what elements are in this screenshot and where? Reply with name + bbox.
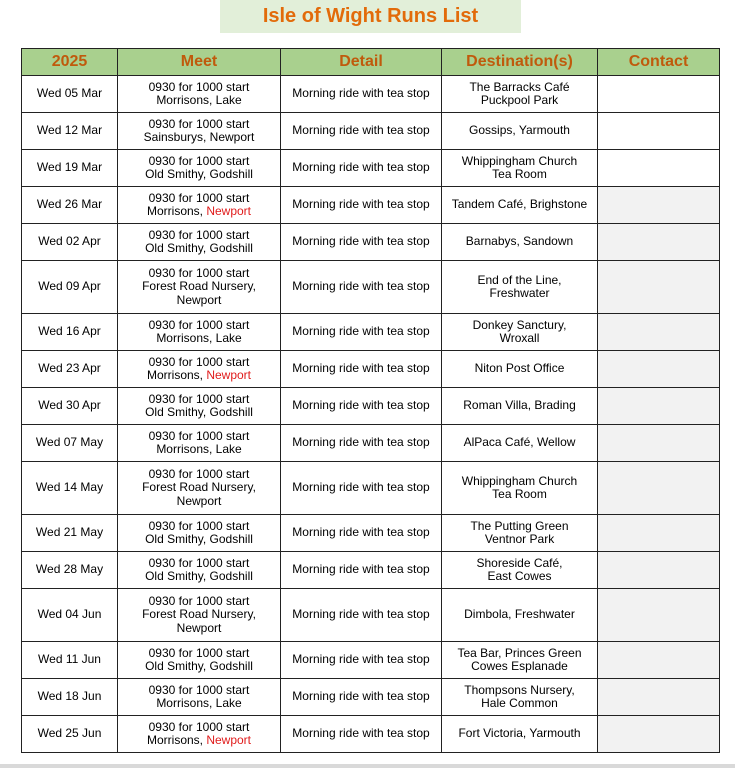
destination-line: AlPaca Café, Wellow — [463, 435, 576, 450]
meet-point — [118, 388, 281, 425]
destination-line: Freshwater — [489, 286, 550, 300]
meet-text: Forest Road Nursery, — [142, 607, 256, 622]
ride-detail: Morning ride with tea stop — [281, 716, 442, 753]
meet-line — [122, 393, 276, 407]
meet-point — [118, 113, 281, 150]
destination-line: Ventnor Park — [484, 532, 555, 546]
contact-cell — [598, 552, 720, 589]
title-banner — [220, 0, 521, 33]
meet-line — [122, 481, 276, 495]
ride-detail: Morning ride with tea stop — [281, 425, 442, 462]
contact-cell — [598, 150, 720, 187]
meet-line — [122, 94, 276, 108]
destination-line: Roman Villa, Brading — [463, 398, 576, 413]
destination — [442, 224, 598, 261]
meet-line — [122, 520, 276, 534]
header-detail: Detail — [281, 49, 442, 76]
meet-line — [122, 319, 276, 333]
table-row — [22, 150, 720, 187]
contact-cell — [598, 261, 720, 314]
meet-line — [122, 118, 276, 132]
run-date: Wed 21 May — [22, 515, 118, 552]
destination — [442, 113, 598, 150]
contact-cell — [598, 76, 720, 113]
meet-line — [122, 430, 276, 444]
meet-highlight: Newport — [206, 204, 252, 218]
run-date: Wed 30 Apr — [22, 388, 118, 425]
ride-detail: Morning ride with tea stop — [281, 589, 442, 642]
meet-point — [118, 642, 281, 679]
header-meet: Meet — [118, 49, 281, 76]
destination — [442, 351, 598, 388]
ride-detail: Morning ride with tea stop — [281, 150, 442, 187]
header-year: 2025 — [22, 49, 118, 76]
ride-detail: Morning ride with tea stop — [281, 113, 442, 150]
destination — [442, 150, 598, 187]
meet-line — [122, 622, 276, 636]
destination — [442, 187, 598, 224]
destination-line: Puckpool Park — [480, 93, 559, 107]
meet-line — [122, 267, 276, 281]
meet-line — [122, 229, 276, 243]
meet-line — [122, 294, 276, 308]
run-date: Wed 02 Apr — [22, 224, 118, 261]
ride-detail: Morning ride with tea stop — [281, 642, 442, 679]
meet-text: Morrisons, Lake — [156, 442, 242, 456]
destination-line: Dimbola, Freshwater — [464, 607, 575, 622]
destination-line: End of the Line, — [477, 272, 562, 287]
meet-text: Old Smithy, Godshill — [145, 405, 253, 419]
destination — [442, 642, 598, 679]
header-contact: Contact — [598, 49, 720, 76]
meet-text: 0930 for 1000 start — [148, 116, 250, 131]
destination — [442, 515, 598, 552]
contact-cell — [598, 187, 720, 224]
meet-line — [122, 468, 276, 482]
meet-text: Morrisons, Lake — [156, 93, 242, 107]
meet-line — [122, 684, 276, 698]
meet-text: Morrisons, Lake — [156, 696, 242, 710]
meet-line — [122, 595, 276, 609]
meet-point — [118, 552, 281, 589]
meet-text: Old Smithy, Godshill — [145, 532, 253, 546]
meet-text: 0930 for 1000 start — [148, 317, 250, 332]
destination-line: Whippingham Church — [461, 473, 578, 488]
ride-detail: Morning ride with tea stop — [281, 515, 442, 552]
ride-detail: Morning ride with tea stop — [281, 388, 442, 425]
run-date: Wed 16 Apr — [22, 314, 118, 351]
table-row — [22, 76, 720, 113]
ride-detail: Morning ride with tea stop — [281, 552, 442, 589]
run-date: Wed 19 Mar — [22, 150, 118, 187]
meet-text: 0930 for 1000 start — [148, 518, 250, 533]
meet-line — [122, 205, 276, 219]
meet-point — [118, 515, 281, 552]
meet-line — [122, 570, 276, 584]
table-row — [22, 462, 720, 515]
meet-line — [122, 242, 276, 256]
table-row — [22, 679, 720, 716]
run-date: Wed 18 Jun — [22, 679, 118, 716]
meet-line — [122, 332, 276, 346]
contact-cell — [598, 642, 720, 679]
destination-line: Tea Room — [492, 167, 547, 181]
meet-highlight: Newport — [206, 733, 252, 747]
contact-cell — [598, 515, 720, 552]
meet-text: Morrisons, — [146, 204, 207, 218]
meet-line — [122, 557, 276, 571]
meet-text: 0930 for 1000 start — [148, 354, 250, 369]
meet-text: Morrisons, Lake — [156, 331, 242, 345]
contact-cell — [598, 589, 720, 642]
meet-text: 0930 for 1000 start — [148, 227, 250, 242]
header-destination: Destination(s) — [442, 49, 598, 76]
meet-text: Forest Road Nursery, — [142, 279, 256, 294]
meet-line — [122, 647, 276, 661]
table-row — [22, 187, 720, 224]
meet-line — [122, 81, 276, 95]
destination-line: Gossips, Yarmouth — [469, 123, 570, 138]
run-date: Wed 25 Jun — [22, 716, 118, 753]
meet-text: 0930 for 1000 start — [148, 428, 250, 443]
destination-line: Niton Post Office — [474, 361, 565, 376]
destination — [442, 261, 598, 314]
meet-line — [122, 660, 276, 674]
ride-detail: Morning ride with tea stop — [281, 314, 442, 351]
ride-detail: Morning ride with tea stop — [281, 76, 442, 113]
meet-text: 0930 for 1000 start — [148, 466, 250, 481]
contact-cell — [598, 314, 720, 351]
meet-line — [122, 131, 276, 145]
contact-cell — [598, 716, 720, 753]
runs-body — [22, 76, 720, 753]
destination — [442, 76, 598, 113]
table-row — [22, 113, 720, 150]
meet-line — [122, 406, 276, 420]
meet-text: Newport — [176, 292, 222, 307]
run-date: Wed 04 Jun — [22, 589, 118, 642]
contact-cell — [598, 679, 720, 716]
meet-text: 0930 for 1000 start — [148, 265, 250, 280]
table-row — [22, 314, 720, 351]
destination — [442, 589, 598, 642]
destination-line: Hale Common — [481, 696, 558, 710]
run-date: Wed 07 May — [22, 425, 118, 462]
ride-detail: Morning ride with tea stop — [281, 351, 442, 388]
meet-point — [118, 716, 281, 753]
meet-line — [122, 155, 276, 169]
meet-text: Forest Road Nursery, — [142, 480, 256, 495]
ride-detail: Morning ride with tea stop — [281, 261, 442, 314]
table-row — [22, 224, 720, 261]
meet-line — [122, 734, 276, 748]
meet-line — [122, 495, 276, 509]
meet-point — [118, 314, 281, 351]
meet-text: 0930 for 1000 start — [148, 645, 250, 660]
destination-line: Whippingham Church — [461, 153, 578, 168]
meet-point — [118, 76, 281, 113]
run-date: Wed 05 Mar — [22, 76, 118, 113]
meet-point — [118, 150, 281, 187]
ride-detail: Morning ride with tea stop — [281, 224, 442, 261]
meet-line — [122, 369, 276, 383]
run-date: Wed 12 Mar — [22, 113, 118, 150]
meet-line — [122, 443, 276, 457]
meet-text: 0930 for 1000 start — [148, 153, 250, 168]
destination-line: Tea Bar, Princes Green — [457, 645, 582, 660]
contact-cell — [598, 462, 720, 515]
contact-cell — [598, 113, 720, 150]
table-row — [22, 552, 720, 589]
run-date: Wed 28 May — [22, 552, 118, 589]
meet-text: Old Smithy, Godshill — [145, 659, 253, 673]
meet-line — [122, 608, 276, 622]
meet-text: Old Smithy, Godshill — [145, 569, 253, 583]
destination — [442, 716, 598, 753]
table-row — [22, 642, 720, 679]
meet-point — [118, 224, 281, 261]
meet-point — [118, 589, 281, 642]
contact-cell — [598, 388, 720, 425]
meet-text: 0930 for 1000 start — [148, 79, 250, 94]
run-date: Wed 26 Mar — [22, 187, 118, 224]
destination-line: Fort Victoria, Yarmouth — [458, 726, 581, 741]
destination — [442, 462, 598, 515]
meet-point — [118, 462, 281, 515]
meet-line — [122, 356, 276, 370]
destination-line: Barnabys, Sandown — [465, 234, 574, 249]
table-row — [22, 515, 720, 552]
meet-text: 0930 for 1000 start — [148, 593, 250, 608]
meet-point — [118, 425, 281, 462]
meet-line — [122, 280, 276, 294]
header-row — [22, 49, 720, 76]
run-date: Wed 11 Jun — [22, 642, 118, 679]
contact-cell — [598, 425, 720, 462]
meet-text: Sainsburys, Newport — [143, 130, 255, 144]
destination — [442, 679, 598, 716]
meet-point — [118, 679, 281, 716]
meet-line — [122, 533, 276, 547]
meet-text: 0930 for 1000 start — [148, 682, 250, 697]
contact-cell — [598, 224, 720, 261]
runs-table — [21, 48, 720, 753]
destination-line: Donkey Sanctury, — [472, 317, 567, 332]
meet-text: Morrisons, — [146, 733, 207, 747]
table-row — [22, 351, 720, 388]
meet-text: 0930 for 1000 start — [148, 719, 250, 734]
meet-text: Morrisons, — [146, 368, 207, 382]
ride-detail: Morning ride with tea stop — [281, 679, 442, 716]
destination — [442, 314, 598, 351]
table-row — [22, 425, 720, 462]
destination-line: The Barracks Café — [469, 79, 570, 94]
meet-line — [122, 697, 276, 711]
meet-line — [122, 192, 276, 206]
meet-text: 0930 for 1000 start — [148, 391, 250, 406]
ride-detail: Morning ride with tea stop — [281, 187, 442, 224]
meet-text: Old Smithy, Godshill — [145, 241, 253, 255]
table-row — [22, 589, 720, 642]
run-date: Wed 23 Apr — [22, 351, 118, 388]
run-date: Wed 09 Apr — [22, 261, 118, 314]
ride-detail: Morning ride with tea stop — [281, 462, 442, 515]
page-title: Isle of Wight Runs List — [262, 5, 479, 27]
destination-line: Thompsons Nursery, — [464, 682, 575, 697]
meet-text: 0930 for 1000 start — [148, 555, 250, 570]
run-date: Wed 14 May — [22, 462, 118, 515]
destination — [442, 552, 598, 589]
destination-line: Tea Room — [492, 487, 547, 501]
table-row — [22, 716, 720, 753]
destination-line: Tandem Café, Brighstone — [451, 197, 588, 212]
meet-highlight: Newport — [206, 368, 252, 382]
meet-text: Old Smithy, Godshill — [145, 167, 253, 181]
meet-point — [118, 351, 281, 388]
meet-text: 0930 for 1000 start — [148, 190, 250, 205]
meet-line — [122, 168, 276, 182]
meet-text: Newport — [176, 620, 222, 635]
destination-line: Shoreside Café, — [476, 555, 563, 570]
table-row — [22, 261, 720, 314]
page-bottom-divider — [0, 764, 735, 768]
meet-text: Newport — [176, 493, 222, 508]
meet-point — [118, 261, 281, 314]
destination-line: Cowes Esplanade — [471, 659, 568, 673]
destination — [442, 425, 598, 462]
meet-line — [122, 721, 276, 735]
contact-cell — [598, 351, 720, 388]
destination — [442, 388, 598, 425]
destination-line: Wroxall — [499, 331, 540, 345]
destination-line: The Putting Green — [470, 518, 569, 533]
meet-point — [118, 187, 281, 224]
destination-line: East Cowes — [487, 569, 552, 583]
table-row — [22, 388, 720, 425]
